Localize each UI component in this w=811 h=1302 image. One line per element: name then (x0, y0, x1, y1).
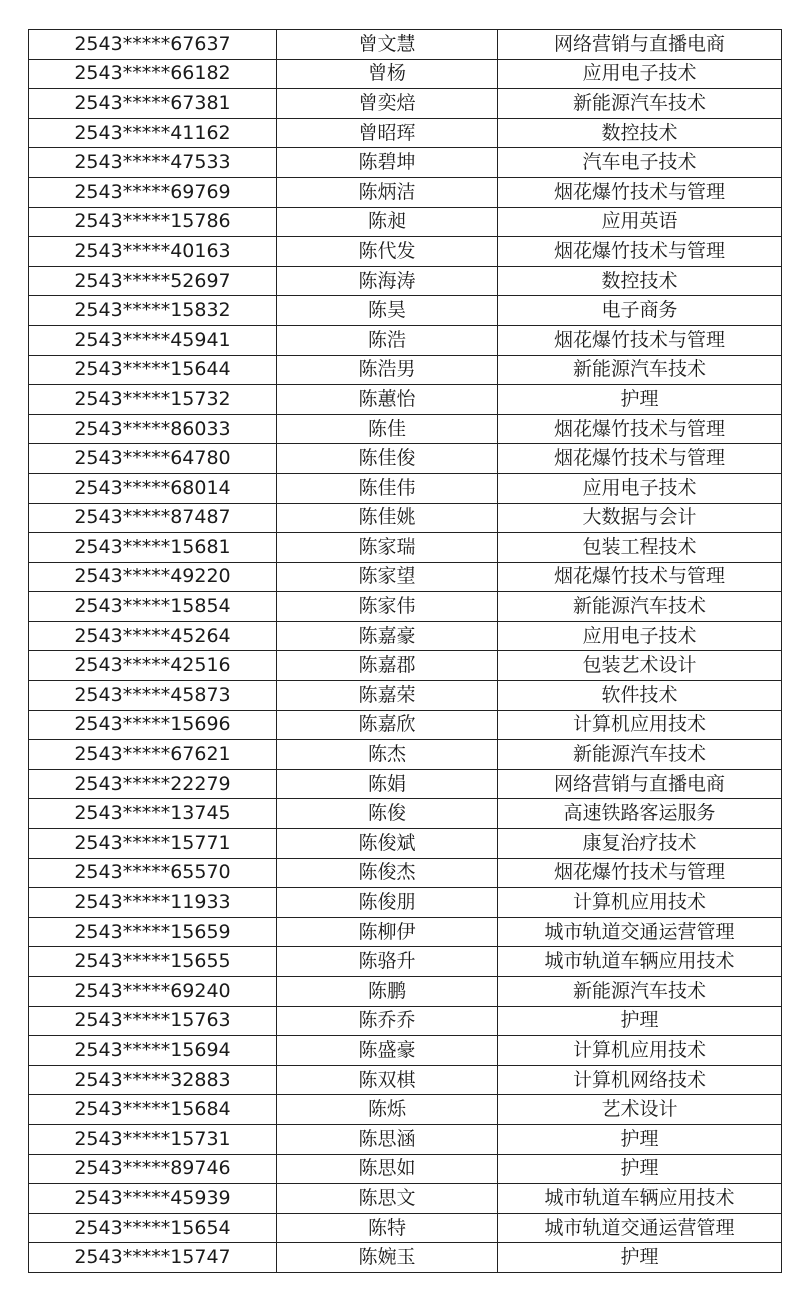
table-row (29, 888, 782, 918)
student-name-cell: 陈海涛 (277, 266, 498, 296)
student-name-cell: 陈家伟 (277, 592, 498, 622)
student-name-cell: 陈思文 (277, 1184, 498, 1214)
student-name-cell: 陈家望 (277, 562, 498, 592)
student-name-cell: 陈娟 (277, 769, 498, 799)
exam-number-cell: 2543*****66182 (29, 59, 277, 89)
student-name-cell: 曾昭珲 (277, 118, 498, 148)
major-cell: 应用英语 (498, 207, 782, 237)
major-cell: 软件技术 (498, 681, 782, 711)
exam-number-cell: 2543*****68014 (29, 473, 277, 503)
major-cell: 城市轨道交通运营管理 (498, 917, 782, 947)
student-name-cell: 陈昶 (277, 207, 498, 237)
major-cell: 烟花爆竹技术与管理 (498, 237, 782, 267)
student-name-cell: 陈佳 (277, 414, 498, 444)
table-row (29, 30, 782, 60)
table-row (29, 89, 782, 119)
student-name-cell: 陈双棋 (277, 1065, 498, 1095)
major-cell: 高速铁路客运服务 (498, 799, 782, 829)
exam-number-cell: 2543*****15786 (29, 207, 277, 237)
roster-table-body (29, 30, 782, 1273)
table-row (29, 740, 782, 770)
major-cell: 汽车电子技术 (498, 148, 782, 178)
major-cell: 城市轨道交通运营管理 (498, 1213, 782, 1243)
student-name-cell: 陈烁 (277, 1095, 498, 1125)
major-cell: 新能源汽车技术 (498, 592, 782, 622)
exam-number-cell: 2543*****15854 (29, 592, 277, 622)
table-row (29, 1213, 782, 1243)
student-name-cell: 陈嘉欣 (277, 710, 498, 740)
student-name-cell: 陈嘉豪 (277, 621, 498, 651)
major-cell: 数控技术 (498, 266, 782, 296)
exam-number-cell: 2543*****45941 (29, 325, 277, 355)
exam-number-cell: 2543*****49220 (29, 562, 277, 592)
student-name-cell: 陈骆升 (277, 947, 498, 977)
student-name-cell: 陈杰 (277, 740, 498, 770)
major-cell: 烟花爆竹技术与管理 (498, 177, 782, 207)
exam-number-cell: 2543*****15832 (29, 296, 277, 326)
table-row (29, 207, 782, 237)
student-name-cell: 陈佳姚 (277, 503, 498, 533)
table-row (29, 59, 782, 89)
major-cell: 护理 (498, 385, 782, 415)
major-cell: 烟花爆竹技术与管理 (498, 858, 782, 888)
major-cell: 城市轨道车辆应用技术 (498, 947, 782, 977)
table-row (29, 414, 782, 444)
student-name-cell: 陈家瑞 (277, 533, 498, 563)
table-row (29, 1243, 782, 1273)
table-row (29, 1065, 782, 1095)
major-cell: 网络营销与直播电商 (498, 769, 782, 799)
exam-number-cell: 2543*****52697 (29, 266, 277, 296)
table-row (29, 1124, 782, 1154)
roster-table (28, 29, 782, 1273)
exam-number-cell: 2543*****11933 (29, 888, 277, 918)
exam-number-cell: 2543*****89746 (29, 1154, 277, 1184)
major-cell: 包装工程技术 (498, 533, 782, 563)
student-name-cell: 曾杨 (277, 59, 498, 89)
major-cell: 康复治疗技术 (498, 829, 782, 859)
student-name-cell: 陈俊斌 (277, 829, 498, 859)
student-name-cell: 陈柳伊 (277, 917, 498, 947)
exam-number-cell: 2543*****15694 (29, 1036, 277, 1066)
exam-number-cell: 2543*****15763 (29, 1006, 277, 1036)
table-row (29, 681, 782, 711)
major-cell: 应用电子技术 (498, 621, 782, 651)
major-cell: 包装艺术设计 (498, 651, 782, 681)
major-cell: 护理 (498, 1124, 782, 1154)
table-row (29, 1095, 782, 1125)
major-cell: 烟花爆竹技术与管理 (498, 444, 782, 474)
table-row (29, 858, 782, 888)
table-row (29, 148, 782, 178)
student-name-cell: 陈盛豪 (277, 1036, 498, 1066)
major-cell: 网络营销与直播电商 (498, 30, 782, 60)
table-row (29, 1154, 782, 1184)
table-row (29, 769, 782, 799)
exam-number-cell: 2543*****15747 (29, 1243, 277, 1273)
table-row (29, 592, 782, 622)
exam-number-cell: 2543*****13745 (29, 799, 277, 829)
table-row (29, 562, 782, 592)
table-row (29, 651, 782, 681)
table-row (29, 621, 782, 651)
major-cell: 大数据与会计 (498, 503, 782, 533)
major-cell: 计算机应用技术 (498, 710, 782, 740)
student-name-cell: 陈俊 (277, 799, 498, 829)
table-row (29, 829, 782, 859)
exam-number-cell: 2543*****40163 (29, 237, 277, 267)
exam-number-cell: 2543*****15696 (29, 710, 277, 740)
table-row (29, 473, 782, 503)
table-row (29, 533, 782, 563)
exam-number-cell: 2543*****87487 (29, 503, 277, 533)
major-cell: 烟花爆竹技术与管理 (498, 562, 782, 592)
exam-number-cell: 2543*****15644 (29, 355, 277, 385)
exam-number-cell: 2543*****15654 (29, 1213, 277, 1243)
student-name-cell: 陈思涵 (277, 1124, 498, 1154)
table-row (29, 325, 782, 355)
student-name-cell: 陈思如 (277, 1154, 498, 1184)
table-row (29, 917, 782, 947)
table-row (29, 799, 782, 829)
student-name-cell: 陈炳洁 (277, 177, 498, 207)
major-cell: 城市轨道车辆应用技术 (498, 1184, 782, 1214)
exam-number-cell: 2543*****15681 (29, 533, 277, 563)
student-name-cell: 陈浩 (277, 325, 498, 355)
exam-number-cell: 2543*****32883 (29, 1065, 277, 1095)
major-cell: 电子商务 (498, 296, 782, 326)
student-name-cell: 陈代发 (277, 237, 498, 267)
exam-number-cell: 2543*****42516 (29, 651, 277, 681)
exam-number-cell: 2543*****15655 (29, 947, 277, 977)
exam-number-cell: 2543*****67621 (29, 740, 277, 770)
table-row (29, 977, 782, 1007)
exam-number-cell: 2543*****45939 (29, 1184, 277, 1214)
exam-number-cell: 2543*****67381 (29, 89, 277, 119)
student-name-cell: 陈鹏 (277, 977, 498, 1007)
table-row (29, 355, 782, 385)
exam-number-cell: 2543*****15731 (29, 1124, 277, 1154)
major-cell: 新能源汽车技术 (498, 740, 782, 770)
student-name-cell: 陈嘉荣 (277, 681, 498, 711)
major-cell: 新能源汽车技术 (498, 977, 782, 1007)
exam-number-cell: 2543*****15771 (29, 829, 277, 859)
table-row (29, 947, 782, 977)
student-name-cell: 陈佳伟 (277, 473, 498, 503)
student-name-cell: 陈俊杰 (277, 858, 498, 888)
exam-number-cell: 2543*****45264 (29, 621, 277, 651)
table-row (29, 296, 782, 326)
major-cell: 应用电子技术 (498, 59, 782, 89)
exam-number-cell: 2543*****45873 (29, 681, 277, 711)
student-name-cell: 陈昊 (277, 296, 498, 326)
student-name-cell: 陈碧坤 (277, 148, 498, 178)
major-cell: 应用电子技术 (498, 473, 782, 503)
table-row (29, 1184, 782, 1214)
table-row (29, 1036, 782, 1066)
table-row (29, 710, 782, 740)
major-cell: 艺术设计 (498, 1095, 782, 1125)
student-name-cell: 曾文慧 (277, 30, 498, 60)
major-cell: 新能源汽车技术 (498, 355, 782, 385)
major-cell: 护理 (498, 1006, 782, 1036)
exam-number-cell: 2543*****22279 (29, 769, 277, 799)
exam-number-cell: 2543*****65570 (29, 858, 277, 888)
student-name-cell: 陈蕙怡 (277, 385, 498, 415)
major-cell: 数控技术 (498, 118, 782, 148)
exam-number-cell: 2543*****41162 (29, 118, 277, 148)
major-cell: 计算机网络技术 (498, 1065, 782, 1095)
table-row (29, 444, 782, 474)
student-name-cell: 陈特 (277, 1213, 498, 1243)
major-cell: 计算机应用技术 (498, 888, 782, 918)
exam-number-cell: 2543*****86033 (29, 414, 277, 444)
exam-number-cell: 2543*****69240 (29, 977, 277, 1007)
major-cell: 新能源汽车技术 (498, 89, 782, 119)
major-cell: 护理 (498, 1243, 782, 1273)
table-row (29, 118, 782, 148)
student-name-cell: 陈乔乔 (277, 1006, 498, 1036)
student-name-cell: 陈婉玉 (277, 1243, 498, 1273)
exam-number-cell: 2543*****67637 (29, 30, 277, 60)
table-row (29, 1006, 782, 1036)
student-name-cell: 陈俊朋 (277, 888, 498, 918)
major-cell: 计算机应用技术 (498, 1036, 782, 1066)
student-name-cell: 陈佳俊 (277, 444, 498, 474)
exam-number-cell: 2543*****15659 (29, 917, 277, 947)
exam-number-cell: 2543*****47533 (29, 148, 277, 178)
table-row (29, 266, 782, 296)
exam-number-cell: 2543*****69769 (29, 177, 277, 207)
major-cell: 护理 (498, 1154, 782, 1184)
exam-number-cell: 2543*****15732 (29, 385, 277, 415)
exam-number-cell: 2543*****64780 (29, 444, 277, 474)
table-row (29, 385, 782, 415)
exam-number-cell: 2543*****15684 (29, 1095, 277, 1125)
student-name-cell: 陈浩男 (277, 355, 498, 385)
table-row (29, 503, 782, 533)
student-name-cell: 曾奕焙 (277, 89, 498, 119)
table-row (29, 237, 782, 267)
table-row (29, 177, 782, 207)
major-cell: 烟花爆竹技术与管理 (498, 414, 782, 444)
major-cell: 烟花爆竹技术与管理 (498, 325, 782, 355)
student-name-cell: 陈嘉郡 (277, 651, 498, 681)
